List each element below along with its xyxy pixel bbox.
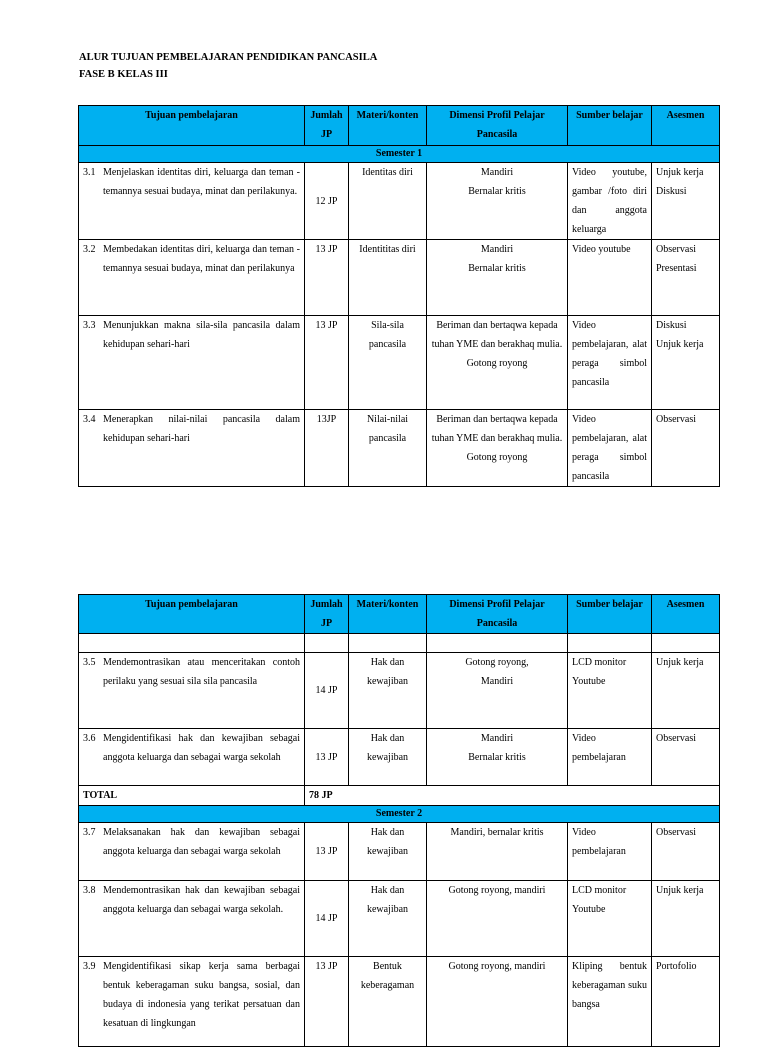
cell-sumber: Kliping bentuk keberagaman suku bangsa bbox=[568, 957, 652, 1047]
document-subtitle: FASE B KELAS III bbox=[79, 69, 168, 80]
objective-number: 3.6 bbox=[83, 733, 96, 744]
cell-dimensi: Beriman dan bertaqwa kepada tuhan YME dan berakhaq mulia. Gotong royong bbox=[427, 316, 568, 410]
objective-text: Melaksanakan hak dan kewajiban sebagai anggota keluarga dan sebagai warga sekolah bbox=[103, 827, 300, 857]
header-dimensi-profil: Dimensi Profil Pelajar Pancasila bbox=[427, 106, 568, 146]
cell-sumber: LCD monitor Youtube bbox=[568, 881, 652, 957]
cell-materi: Hak dan kewajiban bbox=[349, 729, 427, 786]
cell-tujuan bbox=[79, 653, 305, 729]
cell-jumlah-jp: 13JP bbox=[305, 410, 349, 487]
total-row bbox=[79, 786, 720, 806]
cell-jumlah-jp: 12 JP bbox=[305, 163, 349, 240]
table-row bbox=[79, 957, 720, 1047]
cell-asesmen: Observasi Presentasi bbox=[652, 240, 720, 316]
cell-materi: Hak dan kewajiban bbox=[349, 881, 427, 957]
cell-materi: Identitas diri bbox=[349, 163, 427, 240]
cell-asesmen: Unjuk kerja bbox=[652, 653, 720, 729]
table-row bbox=[79, 163, 720, 240]
objective-number: 3.2 bbox=[83, 244, 96, 255]
header-jumlah-jp: Jumlah JP bbox=[305, 595, 349, 634]
objective-text: Menerapkan nilai-nilai pancasila dalam kehidupan sehari-hari bbox=[103, 414, 300, 444]
table-row bbox=[79, 240, 720, 316]
semester-row bbox=[79, 806, 720, 823]
objective-number: 3.5 bbox=[83, 657, 96, 668]
header-tujuan-pembelajaran: Tujuan pembelajaran bbox=[79, 106, 305, 146]
header-asesmen: Asesmen bbox=[652, 595, 720, 634]
cell-tujuan bbox=[79, 316, 305, 410]
cell-sumber: Video pembelajaran bbox=[568, 729, 652, 786]
objective-text: Menjelaskan identitas diri, keluarga dan teman - temannya sesuai budaya, minat dan perilakunya. bbox=[103, 167, 300, 197]
objective-number: 3.9 bbox=[83, 961, 96, 972]
cell-asesmen: Observasi bbox=[652, 729, 720, 786]
objective-text: Mengidentifikasi sikap kerja sama berbagai bentuk keberagaman suku bangsa, sosial, dan budaya di indonesia yang terikat persatuan dan kesatuan di lingkungan bbox=[103, 961, 300, 1029]
objective-number: 3.8 bbox=[83, 885, 96, 896]
cell-tujuan bbox=[79, 881, 305, 957]
cell-sumber: Video pembelajaran, alat peraga simbol pancasila bbox=[568, 410, 652, 487]
total-label: TOTAL bbox=[79, 786, 305, 806]
learning-objectives-table-2 bbox=[78, 594, 720, 1047]
cell-dimensi: Beriman dan bertaqwa kepada tuhan YME dan berakhaq mulia. Gotong royong bbox=[427, 410, 568, 487]
objective-text: Mengidentifikasi hak dan kewajiban sebagai anggota keluarga dan sebagai warga sekolah bbox=[103, 733, 300, 763]
cell-materi: Identititas diri bbox=[349, 240, 427, 316]
cell-tujuan bbox=[79, 163, 305, 240]
cell-asesmen: Unjuk kerja Diskusi bbox=[652, 163, 720, 240]
semester-1-label: Semester 1 bbox=[79, 146, 720, 163]
cell-dimensi: Gotong royong, Mandiri bbox=[427, 653, 568, 729]
cell-materi: Hak dan kewajiban bbox=[349, 653, 427, 729]
objective-text: Menunjukkan makna sila-sila pancasila dalam kehidupan sehari-hari bbox=[103, 320, 300, 350]
cell-jumlah-jp: 14 JP bbox=[305, 653, 349, 729]
cell-jumlah-jp: 13 JP bbox=[305, 316, 349, 410]
cell-sumber: Video youtube bbox=[568, 240, 652, 316]
cell-dimensi: Mandiri Bernalar kritis bbox=[427, 729, 568, 786]
cell-dimensi: Gotong royong, mandiri bbox=[427, 881, 568, 957]
table-row bbox=[79, 653, 720, 729]
objective-number: 3.7 bbox=[83, 827, 96, 838]
objective-text: Mendemontrasikan hak dan kewajiban sebagai anggota keluarga dan sebagai warga sekolah. bbox=[103, 885, 300, 915]
table-header-row bbox=[79, 595, 720, 634]
table-row bbox=[79, 729, 720, 786]
objective-number: 3.1 bbox=[83, 167, 96, 178]
learning-objectives-table-1 bbox=[78, 105, 720, 487]
cell-jumlah-jp: 13 JP bbox=[305, 729, 349, 786]
objective-number: 3.4 bbox=[83, 414, 96, 425]
header-jumlah-jp: Jumlah JP bbox=[305, 106, 349, 146]
cell-dimensi: Gotong royong, mandiri bbox=[427, 957, 568, 1047]
cell-asesmen: Observasi bbox=[652, 823, 720, 881]
objective-text: Membedakan identitas diri, keluarga dan teman - temannya sesuai budaya, minat dan perilakunya bbox=[103, 244, 300, 274]
cell-asesmen: Portofolio bbox=[652, 957, 720, 1047]
cell-tujuan bbox=[79, 410, 305, 487]
cell-materi: Sila-sila pancasila bbox=[349, 316, 427, 410]
cell-sumber: Video pembelajaran bbox=[568, 823, 652, 881]
semester-row bbox=[79, 146, 720, 163]
cell-sumber: LCD monitor Youtube bbox=[568, 653, 652, 729]
cell-tujuan bbox=[79, 957, 305, 1047]
cell-asesmen: Diskusi Unjuk kerja bbox=[652, 316, 720, 410]
semester-2-label: Semester 2 bbox=[79, 806, 720, 823]
cell-materi: Nilai-nilai pancasila bbox=[349, 410, 427, 487]
cell-jumlah-jp: 13 JP bbox=[305, 823, 349, 881]
table-row bbox=[79, 316, 720, 410]
header-materi-konten: Materi/konten bbox=[349, 595, 427, 634]
header-dimensi-profil: Dimensi Profil Pelajar Pancasila bbox=[427, 595, 568, 634]
cell-materi: Bentuk keberagaman bbox=[349, 957, 427, 1047]
document-title: ALUR TUJUAN PEMBELAJARAN PENDIDIKAN PANCASILA bbox=[79, 52, 378, 63]
cell-sumber: Video youtube, gambar /foto diri dan anggota keluarga bbox=[568, 163, 652, 240]
table-header-row bbox=[79, 106, 720, 146]
total-value: 78 JP bbox=[305, 786, 720, 806]
cell-jumlah-jp: 13 JP bbox=[305, 957, 349, 1047]
header-asesmen: Asesmen bbox=[652, 106, 720, 146]
header-sumber-belajar: Sumber belajar bbox=[568, 595, 652, 634]
cell-jumlah-jp: 14 JP bbox=[305, 881, 349, 957]
cell-tujuan bbox=[79, 823, 305, 881]
objective-text: Mendemontrasikan atau menceritakan contoh perilaku yang sesuai sila sila pancasila bbox=[103, 657, 300, 687]
cell-dimensi: Mandiri Bernalar kritis bbox=[427, 163, 568, 240]
table-row bbox=[79, 410, 720, 487]
cell-jumlah-jp: 13 JP bbox=[305, 240, 349, 316]
table-row bbox=[79, 823, 720, 881]
cell-asesmen: Observasi bbox=[652, 410, 720, 487]
cell-sumber: Video pembelajaran, alat peraga simbol pancasila bbox=[568, 316, 652, 410]
empty-row bbox=[79, 634, 720, 653]
objective-number: 3.3 bbox=[83, 320, 96, 331]
header-materi-konten: Materi/konten bbox=[349, 106, 427, 146]
header-sumber-belajar: Sumber belajar bbox=[568, 106, 652, 146]
table-row bbox=[79, 881, 720, 957]
cell-dimensi: Mandiri Bernalar kritis bbox=[427, 240, 568, 316]
cell-asesmen: Unjuk kerja bbox=[652, 881, 720, 957]
cell-tujuan bbox=[79, 240, 305, 316]
cell-dimensi: Mandiri, bernalar kritis bbox=[427, 823, 568, 881]
header-tujuan-pembelajaran: Tujuan pembelajaran bbox=[79, 595, 305, 634]
cell-tujuan bbox=[79, 729, 305, 786]
cell-materi: Hak dan kewajiban bbox=[349, 823, 427, 881]
